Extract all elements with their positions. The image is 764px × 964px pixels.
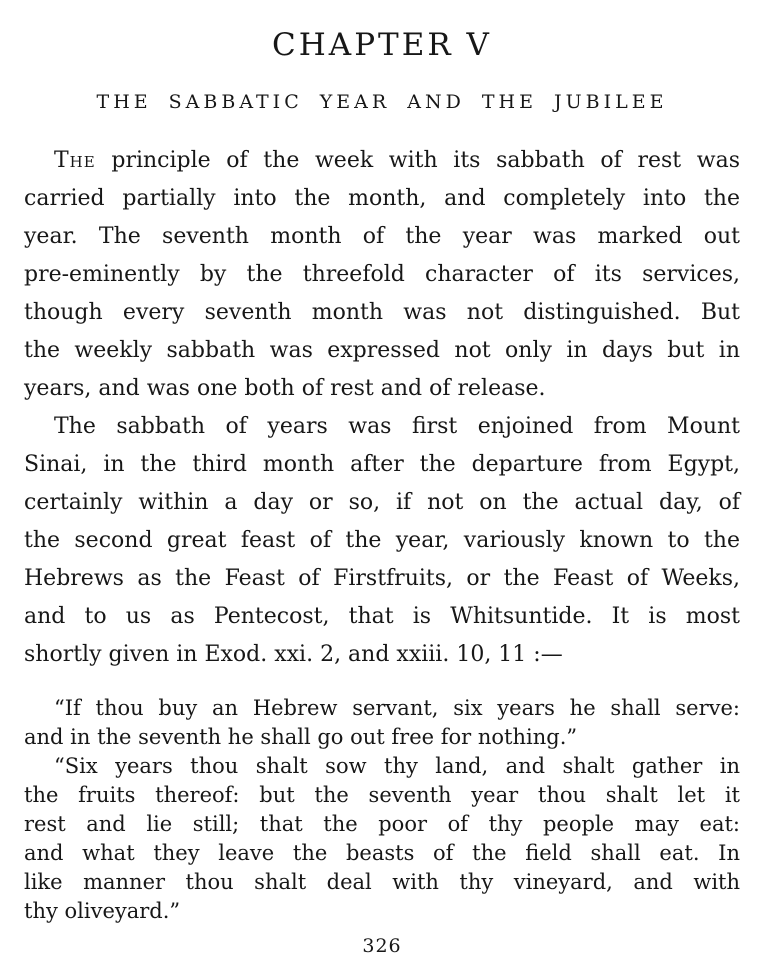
text-line-rest: principle of the week with its sabbath of rest was <box>111 148 740 173</box>
scripture-quote-1 <box>24 694 740 752</box>
section-title: THE SABBATIC YEAR AND THE JUBILEE <box>96 91 668 113</box>
chapter-heading: CHAPTER V <box>272 27 492 63</box>
text-line: shortly given in Exod. xxi. 2, and xxiii. 10, 11 :— <box>24 642 563 667</box>
text-line: though every seventh month was not distinguished. But <box>24 300 740 325</box>
text-line: rest and lie still; that the poor of thy people may eat: <box>24 812 740 836</box>
paragraph-2 <box>24 408 740 674</box>
text-line <box>24 142 740 180</box>
text-line: the fruits thereof: but the seventh year thou shalt let it <box>24 783 740 807</box>
text-line: “Six years thou shalt sow thy land, and shalt gather in <box>54 754 740 778</box>
text-line: and what they leave the beasts of the field shall eat. In <box>24 841 740 865</box>
page-number: 326 <box>362 935 402 957</box>
text-line: the second great feast of the year, variously known to the <box>24 528 740 553</box>
scripture-quote-2 <box>24 752 740 926</box>
text-line: pre-eminently by the threefold character of its services, <box>24 262 740 287</box>
paragraph-1 <box>24 142 740 408</box>
text-line: certainly within a day or so, if not on the actual day, of <box>24 490 740 515</box>
text-line: “If thou buy an Hebrew servant, six years he shall serve: <box>54 696 740 720</box>
text-line: The sabbath of years was first enjoined from Mount <box>54 414 740 439</box>
text-line: and in the seventh he shall go out free for nothing.” <box>24 725 578 749</box>
text-line: year. The seventh month of the year was marked out <box>24 224 740 249</box>
lead-word: The <box>54 148 96 173</box>
text-line: thy oliveyard.” <box>24 899 181 923</box>
text-line: carried partially into the month, and completely into the <box>24 186 740 211</box>
text-line: Hebrews as the Feast of Firstfruits, or the Feast of Weeks, <box>24 566 740 591</box>
text-line: years, and was one both of rest and of release. <box>24 376 546 401</box>
text-line: and to us as Pentecost, that is Whitsuntide. It is most <box>24 604 740 629</box>
text-line: Sinai, in the third month after the departure from Egypt, <box>24 452 740 477</box>
text-line: like manner thou shalt deal with thy vineyard, and with <box>24 870 740 894</box>
text-line: the weekly sabbath was expressed not only in days but in <box>24 338 740 363</box>
